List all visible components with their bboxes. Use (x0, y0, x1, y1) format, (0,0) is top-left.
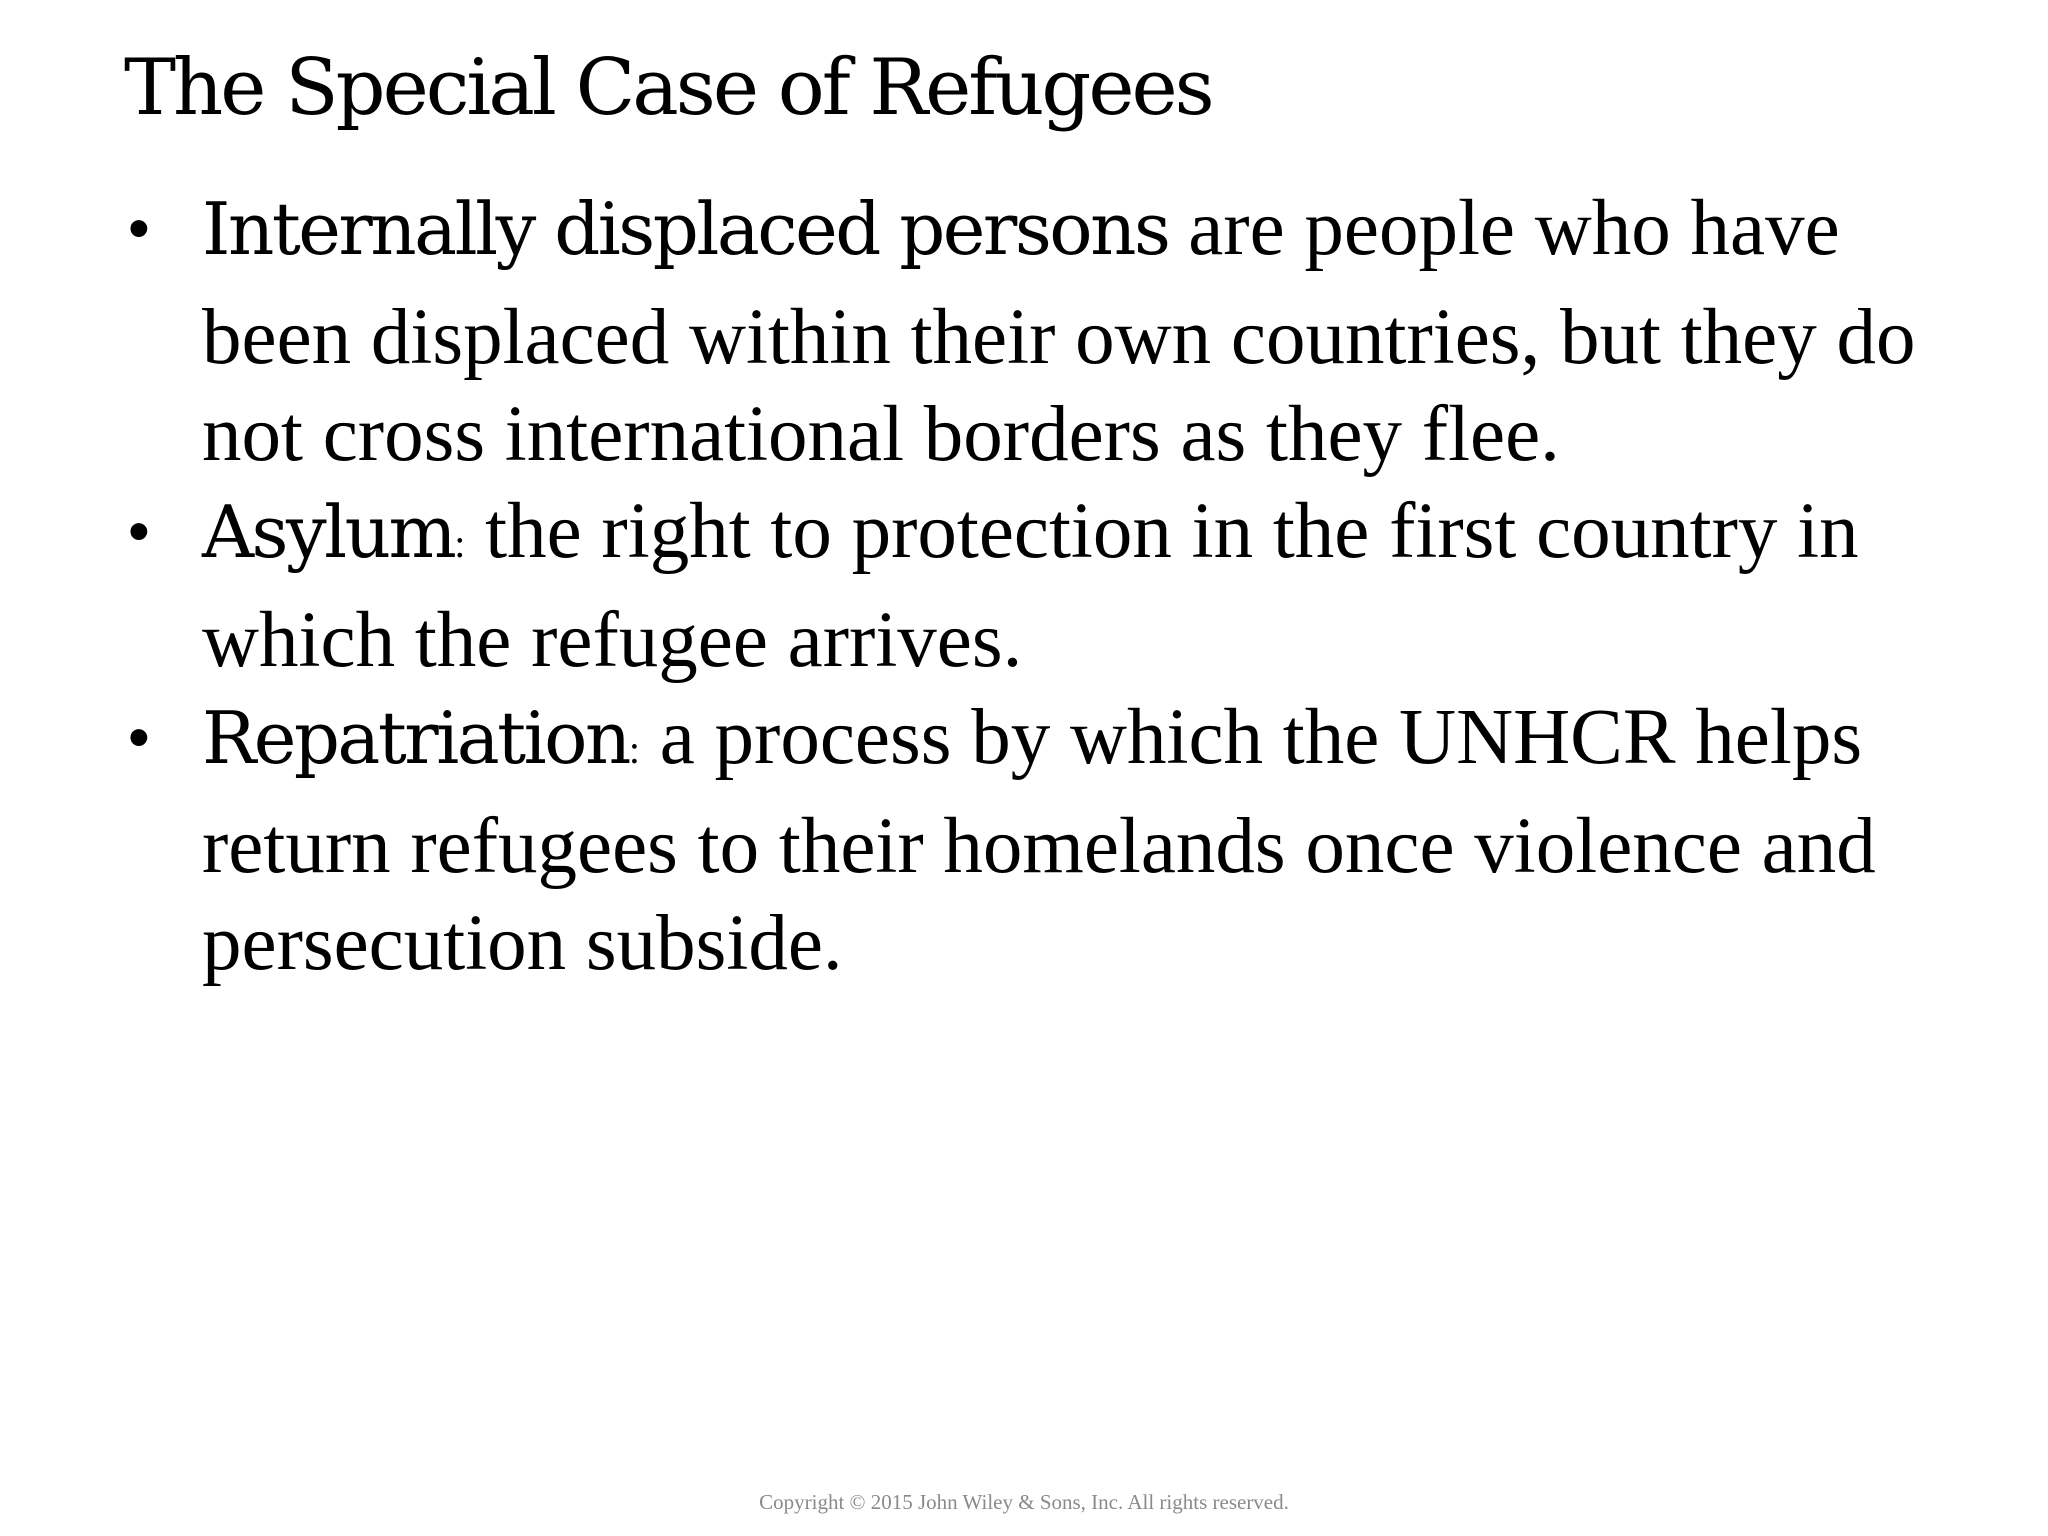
bullet-term: Repatriation (202, 696, 629, 780)
bullet-dot-icon: • (128, 703, 150, 772)
bullet-text: are people who have been displaced within their own countries, but they do not cross international borders as they flee. (202, 185, 1916, 478)
bullet-separator: : (628, 727, 640, 772)
bullet-term: Asylum (202, 490, 455, 574)
bullet-dot-icon: • (128, 194, 150, 263)
bullet-item-asylum (120, 483, 1960, 689)
bullet-list (120, 180, 1960, 992)
bullet-item-internally-displaced-persons (120, 180, 1960, 483)
bullet-text: a process by which the UNHCR helps return refugees to their homelands once violence and persecution subside. (202, 694, 1876, 987)
bullet-dot-icon: • (128, 497, 150, 566)
bullet-separator: : (454, 521, 466, 566)
copyright-notice: Copyright © 2015 John Wiley & Sons, Inc. All rights reserved. (759, 1490, 1289, 1514)
bullet-term: Internally displaced persons (202, 187, 1169, 271)
bullet-text: the right to protection in the first country in which the refugee arrives. (202, 488, 1859, 684)
bullet-item-repatriation (120, 689, 1960, 992)
slide-title: The Special Case of Refugees (124, 43, 1212, 133)
